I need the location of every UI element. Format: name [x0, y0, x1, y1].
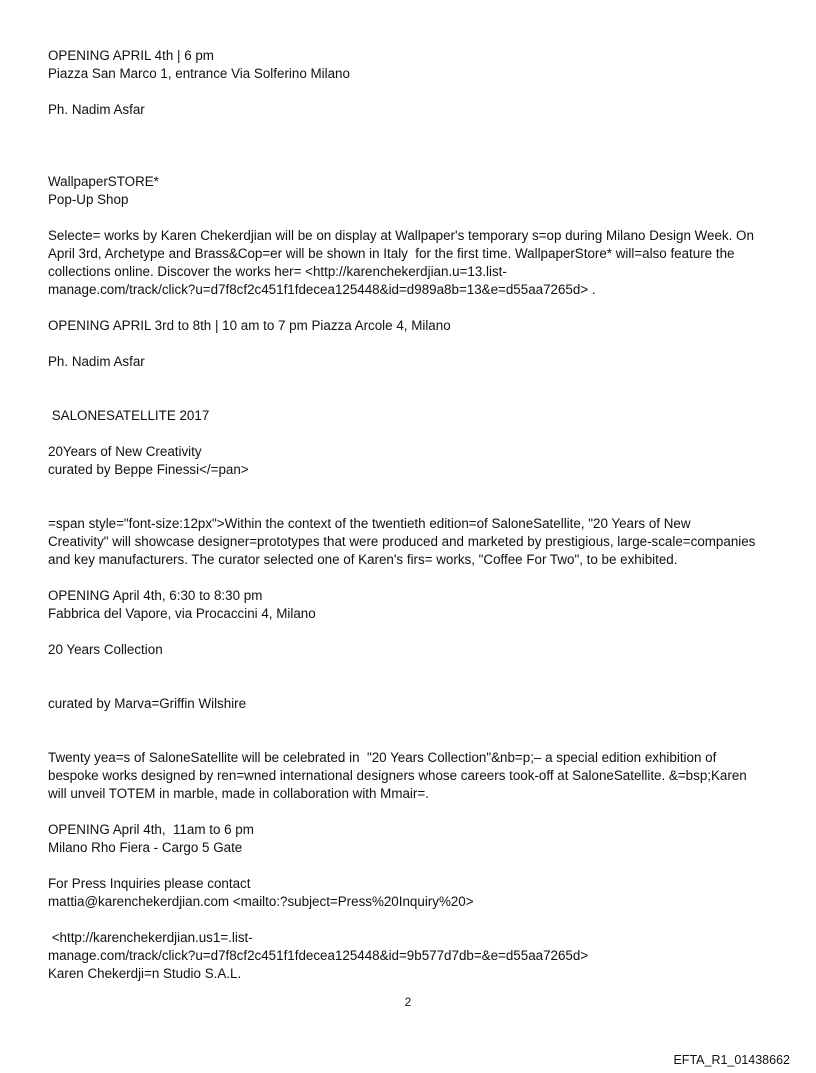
- tracking-link[interactable]: <http://karenchekerdjian.us1=.list-: [48, 930, 253, 945]
- opening-line: OPENING April 4th, 11am to 6 pm: [48, 822, 254, 837]
- paragraph-line: Selecte= works by Karen Chekerdjian will be on display at Wallpaper's temporary s=op during Milano Design Week. On: [48, 228, 754, 243]
- tracking-link[interactable]: manage.com/track/click?u=d7f8cf2c451f1fdecea125448&id=9b577d7db=&e=d55aa7265d>: [48, 948, 589, 963]
- section-title: SALONESATELLITE 2017: [48, 408, 210, 423]
- section-subtitle: curated by Beppe Finessi</=pan>: [48, 462, 249, 477]
- studio-name: Karen Chekerdji=n Studio S.A.L.: [48, 966, 242, 981]
- photo-credit: Ph. Nadim Asfar: [48, 102, 145, 117]
- press-email-link[interactable]: mattia@karenchekerdjian.com <mailto:?subject=Press%20Inquiry%20>: [48, 894, 474, 909]
- opening-line: OPENING APRIL 3rd to 8th | 10 am to 7 pm Piazza Arcole 4, Milano: [48, 318, 451, 333]
- curator-line: curated by Marva=Griffin Wilshire: [48, 696, 247, 711]
- document-body: [48, 47, 778, 983]
- address-line: Fabbrica del Vapore, via Procaccini 4, Milano: [48, 606, 316, 621]
- press-contact-label: For Press Inquiries please contact: [48, 876, 251, 891]
- photo-credit: Ph. Nadim Asfar: [48, 354, 145, 369]
- opening-line: OPENING April 4th, 6:30 to 8:30 pm: [48, 588, 263, 603]
- section-title: 20 Years Collection: [48, 642, 163, 657]
- address-line: Milano Rho Fiera - Cargo 5 Gate: [48, 840, 243, 855]
- paragraph-line: =span style="font-size:12px">Within the context of the twentieth edition=of SaloneSatellite, "20 Years of New: [48, 516, 691, 531]
- page-number: 2: [404, 995, 412, 1009]
- paragraph-line: and key manufacturers. The curator selected one of Karen's firs= works, "Coffee For Two", to be exhibited.: [48, 552, 678, 567]
- paragraph-line: manage.com/track/click?u=d7f8cf2c451f1fdecea125448&id=d989a8b=13&e=d55aa7265d> .: [48, 282, 596, 297]
- paragraph-line: bespoke works designed by ren=wned international designers whose careers took-off at SaloneSatellite. &=bsp;Karen: [48, 768, 747, 783]
- paragraph-line: will unveil TOTEM in marble, made in collaboration with Mmair=.: [48, 786, 429, 801]
- document-id: EFTA_R1_01438662: [673, 1053, 790, 1067]
- section-subtitle: 20Years of New Creativity: [48, 444, 202, 459]
- section-subtitle: Pop-Up Shop: [48, 192, 129, 207]
- address-line: Piazza San Marco 1, entrance Via Solferino Milano: [48, 66, 350, 81]
- paragraph-line: collections online. Discover the works her= <http://karenchekerdjian.u=13.list-: [48, 264, 507, 279]
- paragraph-line: Creativity" will showcase designer=prototypes that were produced and marketed by prestigious, large-scale=companies: [48, 534, 756, 549]
- paragraph-line: Twenty yea=s of SaloneSatellite will be celebrated in "20 Years Collection"&nb=p;– a special edition exhibition of: [48, 750, 717, 765]
- opening-line: OPENING APRIL 4th | 6 pm: [48, 48, 214, 63]
- section-title: WallpaperSTORE*: [48, 174, 159, 189]
- paragraph-line: April 3rd, Archetype and Brass&Cop=er will be shown in Italy for the first time. WallpaperStore* will=also feature the: [48, 246, 735, 261]
